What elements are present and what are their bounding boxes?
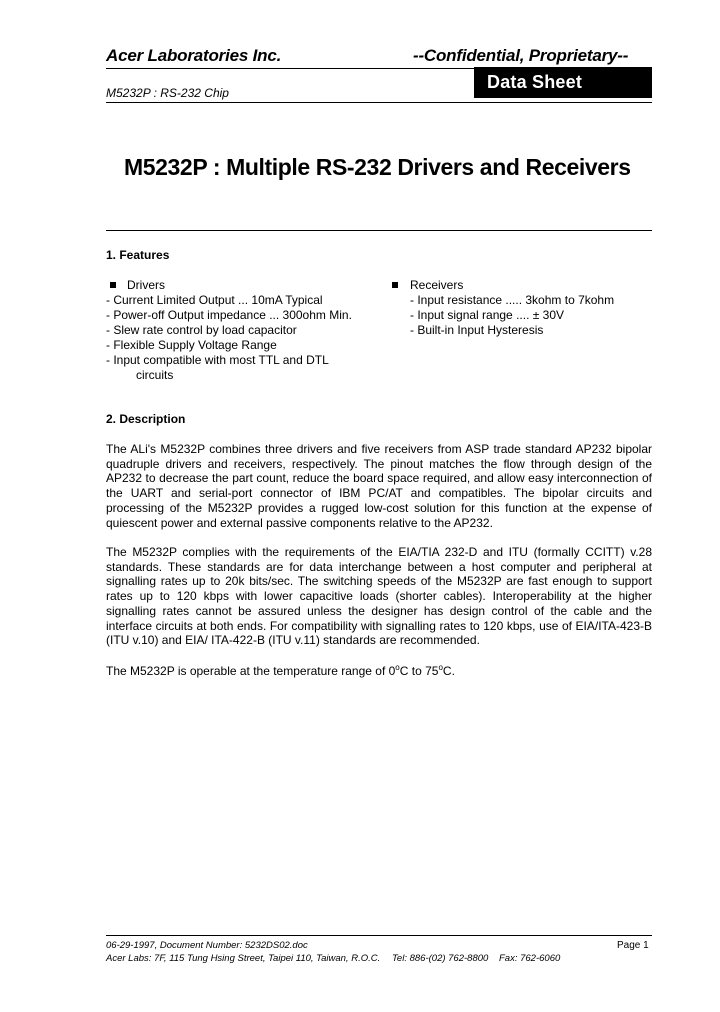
degree-sup: o xyxy=(395,663,400,672)
drivers-list xyxy=(106,293,352,383)
page-number: Page 1 xyxy=(617,940,649,951)
chip-label: M5232P : RS-232 Chip xyxy=(106,86,229,100)
description-paragraph-2: The M5232P complies with the requirements of the EIA/TIA 232-D and ITU (formally CCITT) v.28 standards. These standards are for data interchange between a host computer and peripheral at signalling rates up to 20k bits/sec. The switching speeds of the M5232P are fast enough to support rates up to 120 kbps with lower capacitive loads (shorter cables). Interoperability at the higher signalling rates cannot be assured unless the designer has design control of the cable and the interface circuits at both ends. For compatibility with signalling rates to 120 kbps, use of EIA/ITA-423-B (ITU v.10) and EIA/ ITA-422-B (ITU v.11) standards are recommended. xyxy=(106,545,652,648)
list-item: - Current Limited Output ... 10mA Typical xyxy=(106,293,323,307)
list-item: - Power-off Output impedance ... 300ohm Min. xyxy=(106,308,352,322)
list-item: - Flexible Supply Voltage Range xyxy=(106,338,277,352)
header-rule-lower xyxy=(106,102,652,103)
drivers-bullet-icon xyxy=(110,282,116,288)
footer-fax: Fax: 762-6060 xyxy=(499,953,561,964)
temp-text-suffix: C. xyxy=(442,664,455,678)
footer-rule xyxy=(106,935,652,936)
footer-tel: Tel: 886-(02) 762-8800 xyxy=(392,953,489,964)
list-item: - Input signal range .... ± 30V xyxy=(410,308,565,322)
company-name: Acer Laboratories Inc. xyxy=(106,46,282,65)
drivers-label: Drivers xyxy=(127,278,165,292)
title-rule xyxy=(106,230,652,231)
confidential-label: --Confidential, Proprietary-- xyxy=(413,46,629,65)
features-heading: 1. Features xyxy=(106,248,170,262)
list-item: - Input resistance ..... 3kohm to 7kohm xyxy=(410,293,615,307)
temp-text-prefix: The M5232P is operable at the temperature range of 0 xyxy=(106,664,396,678)
receivers-list xyxy=(410,293,614,338)
list-item: circuits xyxy=(136,368,174,382)
document-title: M5232P : Multiple RS-232 Drivers and Receivers xyxy=(124,154,631,180)
footer-address: Acer Labs: 7F, 115 Tung Hsing Street, Taipei 110, Taiwan, R.O.C. xyxy=(106,953,381,964)
list-item: - Input compatible with most TTL and DTL xyxy=(106,353,329,367)
receivers-label: Receivers xyxy=(410,278,464,292)
degree-sup: o xyxy=(438,663,443,672)
list-item: - Built-in Input Hysteresis xyxy=(410,323,544,337)
description-paragraph-1: The ALi's M5232P combines three drivers and five receivers from ASP trade standard AP232 bipolar quadruple drivers and receivers, respectively. The pinout matches the flow through design of the AP232 to decrease the part count, reduce the board space required, and allow easy interconnection of the UART and serial-port connector of IBM PC/AT and compatibles. The bipolar circuits and processing of the M5232P provides a rugged low-cost solution for this function at the expense of quiescent power and external passive components relative to the AP232. xyxy=(106,442,652,530)
temp-text-mid: C to 75 xyxy=(399,664,439,678)
description-heading: 2. Description xyxy=(106,412,186,426)
footer-doc-line: 06-29-1997, Document Number: 5232DS02.doc xyxy=(106,940,308,951)
description-paragraph-3 xyxy=(106,661,652,679)
list-item: - Slew rate control by load capacitor xyxy=(106,323,297,337)
data-sheet-badge: Data Sheet xyxy=(474,67,652,98)
receivers-bullet-icon xyxy=(392,282,398,288)
